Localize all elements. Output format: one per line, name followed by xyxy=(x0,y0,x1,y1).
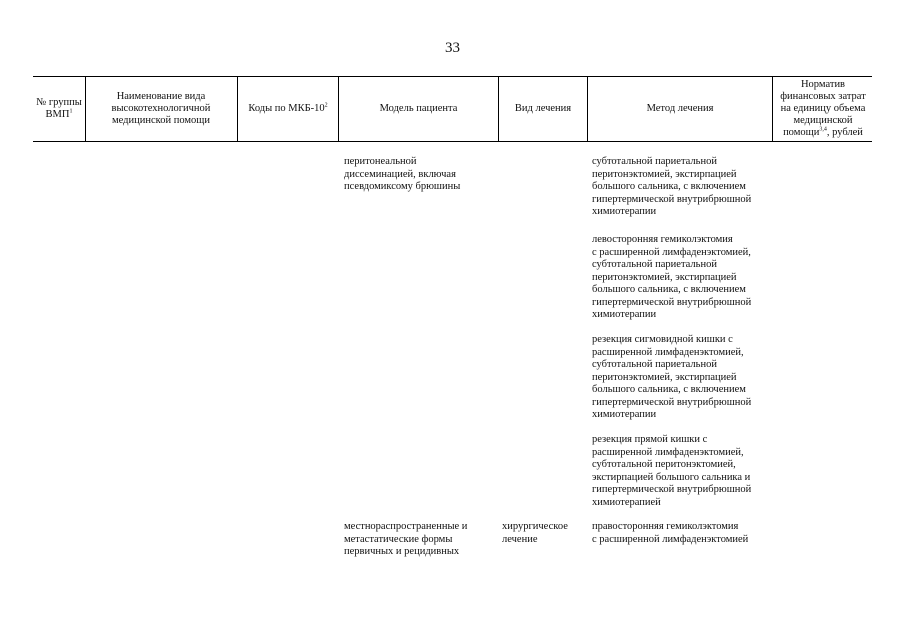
header-cost-norm xyxy=(775,77,871,141)
column-divider xyxy=(772,76,773,141)
header-patient-model-text: Модель пациента xyxy=(379,103,458,114)
treatment-type-cell: хирургическое лечение xyxy=(502,521,568,545)
header-treatment-type-text: Вид лечения xyxy=(514,103,572,114)
footnote-marker: 1 xyxy=(69,108,73,115)
header-treatment-method-text: Метод лечения xyxy=(646,103,714,114)
treatment-method-cell: левосторонняя гемиколэктомия с расширенной лимфаденэктомией, субтотальной париетальной перитонэктомией, экстирпацией большого сальника, с включением гипертермической внутрибрюшной химиотерапии xyxy=(592,234,752,320)
treatment-method-cell: субтотальной париетальной перитонэктомией, экстирпацией большого сальника, с включением гипертермической внутрибрюшной химиотерапии xyxy=(592,156,752,217)
footnote-marker: 3,4 xyxy=(819,126,827,133)
column-divider xyxy=(85,76,86,141)
header-care-type xyxy=(88,77,234,141)
footnote-marker: 2 xyxy=(324,102,328,109)
header-group-number-text: № группы ВМП xyxy=(36,97,82,120)
header-care-type-text: Наименование вида высокотехнологичной медицинской помощи xyxy=(111,91,211,126)
header-icd-codes xyxy=(240,77,336,141)
treatment-method-cell: резекция прямой кишки с расширенной лимфаденэктомией, субтотальной перитонэктомией, экстирпацией большого сальника и гипертермической внутрибрюшной химиотерапией xyxy=(592,434,752,508)
column-divider xyxy=(587,76,588,141)
treatment-method-cell: правосторонняя гемиколэктомия с расширенной лимфаденэктомией xyxy=(592,521,749,545)
column-divider xyxy=(237,76,238,141)
header-group-number xyxy=(36,77,82,141)
patient-model-cell: местнораспространенные и метастатические формы первичных и рецидивных xyxy=(344,521,468,557)
patient-model-cell: перитонеальной диссеминацией, включая псевдомиксому брюшины xyxy=(344,156,461,192)
header-cost-norm-suffix: , рублей xyxy=(826,127,863,138)
header-icd-codes-text: Коды по МКБ-10 xyxy=(248,103,325,114)
page-number: 33 xyxy=(445,40,460,56)
header-treatment-type xyxy=(501,77,585,141)
header-cost-norm-text: Норматив финансовых затрат на единицу объема медицинской помощи xyxy=(780,79,866,138)
header-patient-model xyxy=(341,77,496,141)
header-treatment-method xyxy=(590,77,770,141)
table-header-bottom-rule xyxy=(33,141,872,142)
column-divider xyxy=(498,76,499,141)
treatment-method-cell: резекция сигмовидной кишки с расширенной лимфаденэктомией, субтотальной париетальной перитонэктомией, экстирпацией большого сальника, с включением гипертермической внутрибрюшной химиотерапии xyxy=(592,334,752,420)
column-divider xyxy=(338,76,339,141)
